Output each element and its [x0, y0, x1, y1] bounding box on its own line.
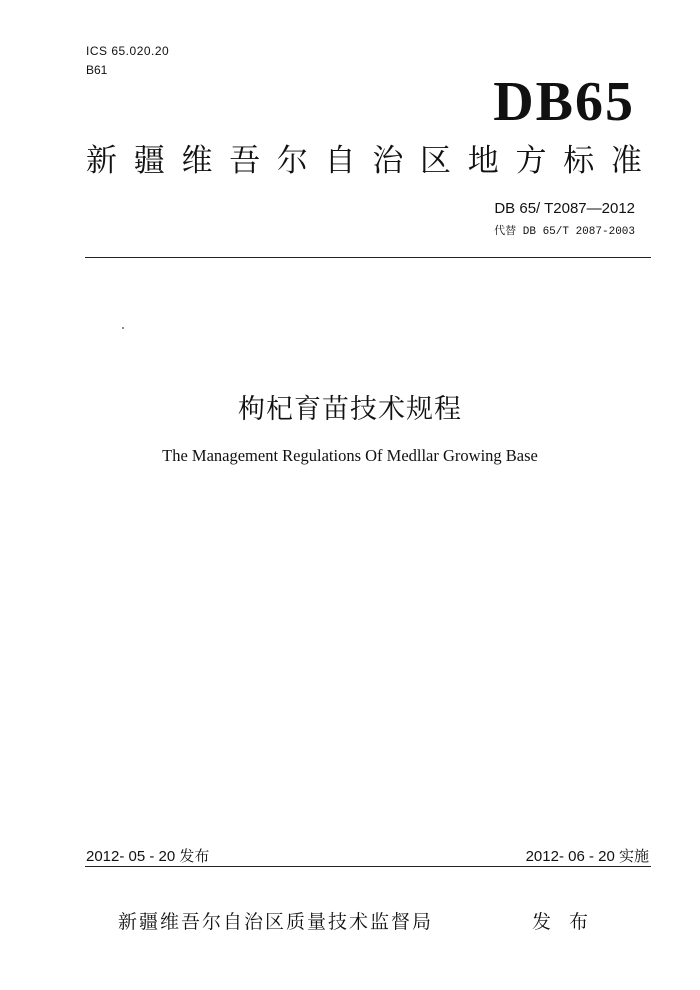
standard-type-char: 维: [181, 143, 213, 179]
standard-type-char: 方: [515, 143, 547, 179]
classification-code: B61: [86, 63, 108, 77]
implementation-date: 2012- 06 - 20 实施: [525, 848, 649, 865]
standard-type-char: 吾: [229, 143, 261, 179]
standard-type-char: 区: [420, 143, 452, 179]
standard-type-char: 标: [563, 143, 595, 179]
bottom-divider: [85, 866, 651, 867]
standard-type-char: 治: [372, 143, 404, 179]
scan-speck: [122, 327, 124, 329]
standard-type-char: 尔: [276, 143, 308, 179]
ics-code: ICS 65.020.20: [86, 44, 170, 58]
standard-type-char: 疆: [133, 143, 165, 179]
standard-type-heading: [86, 143, 642, 179]
document-title-chinese: 枸杞育苗技术规程: [238, 394, 462, 425]
standard-type-char: 准: [610, 143, 642, 179]
top-divider: [85, 257, 651, 258]
standard-type-char: 地: [467, 143, 499, 179]
standard-type-char: 自: [324, 143, 356, 179]
document-title-english: The Management Regulations Of Medllar Growing Base: [162, 446, 538, 465]
publisher-name: 新疆维吾尔自治区质量技术监督局: [118, 911, 434, 933]
db65-logo: DB65: [493, 71, 635, 133]
issue-date: 2012- 05 - 20 发布: [86, 848, 210, 865]
replaces-standard: 代替 DB 65/T 2087-2003: [494, 226, 635, 238]
standard-number: DB 65/ T2087—2012: [494, 200, 635, 217]
standard-type-char: 新: [86, 143, 117, 179]
publish-label: 发 布: [532, 911, 595, 933]
